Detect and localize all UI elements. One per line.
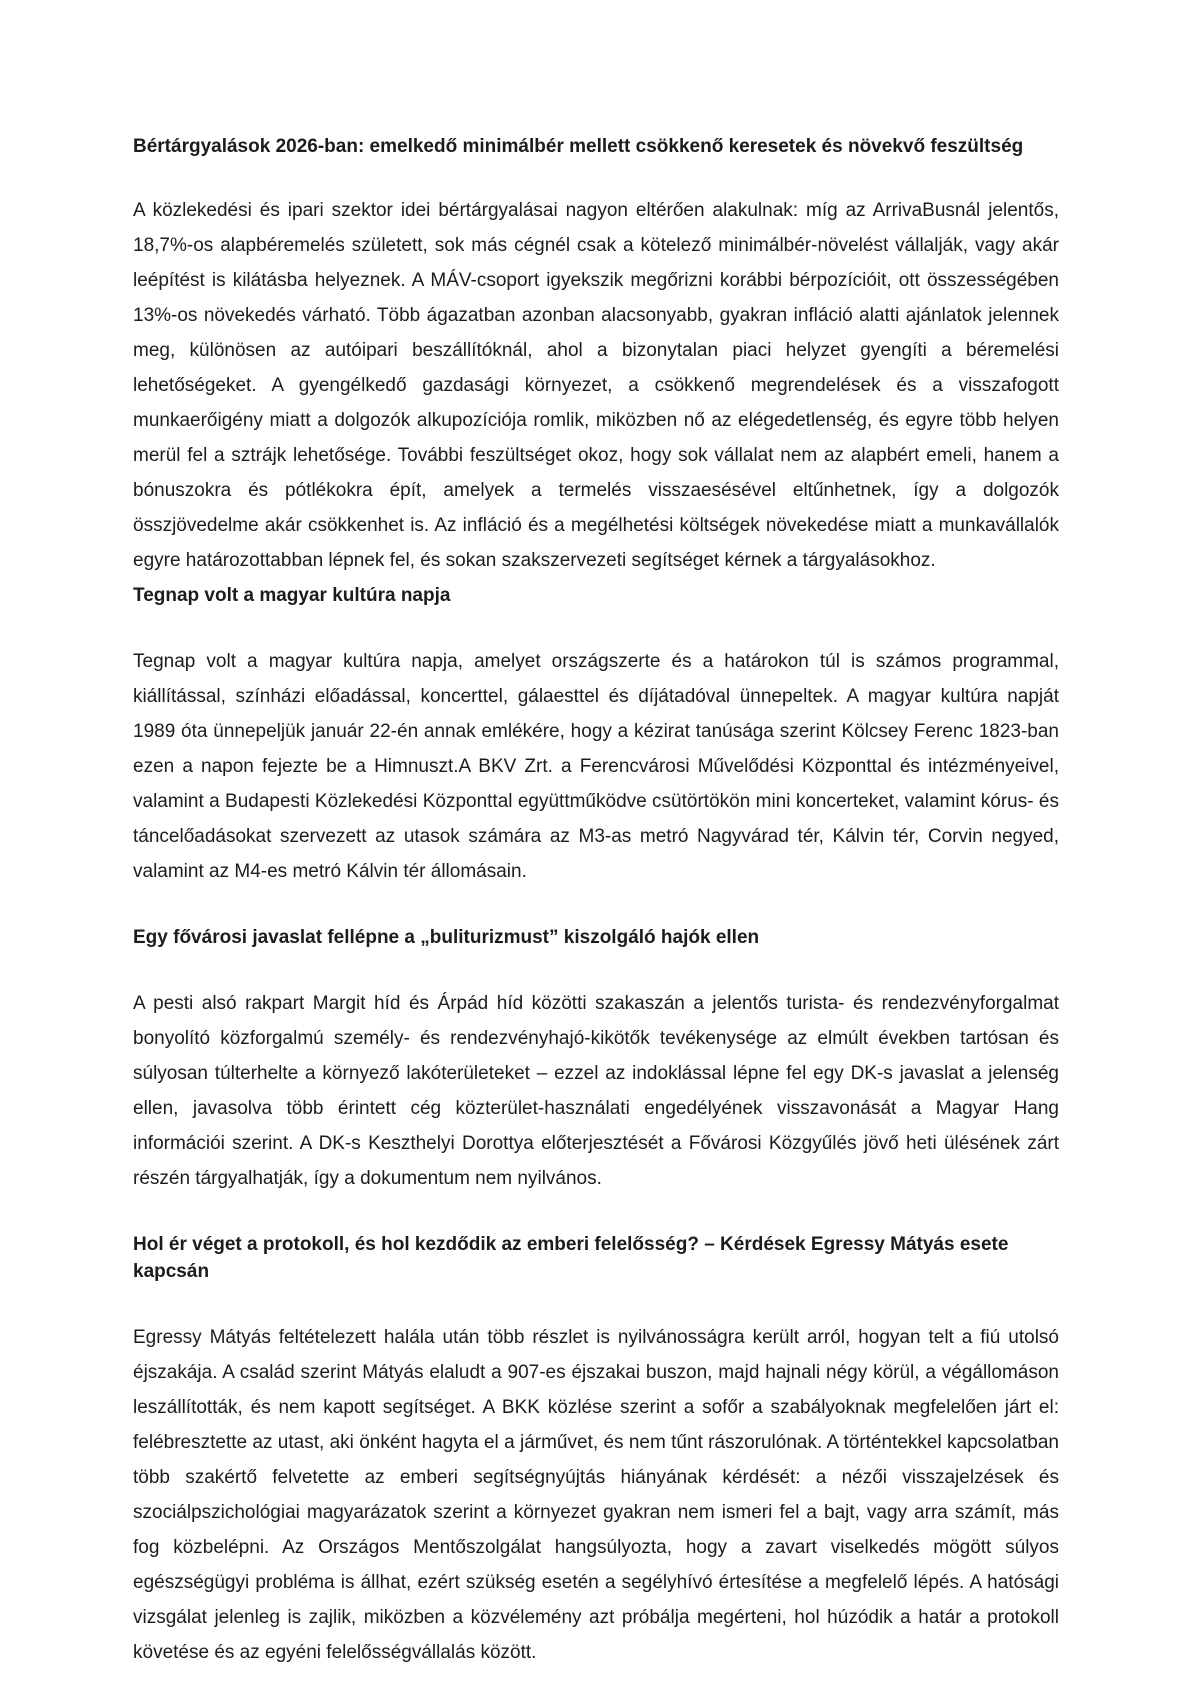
- section-heading-party-tourism-boats: Egy fővárosi javaslat fellépne a „buliturizmust” kiszolgáló hajók ellen: [133, 927, 760, 948]
- paragraph-wage-negotiations: A közlekedési és ipari szektor idei bértárgyalásai nagyon eltérően alakulnak: míg az ArrivaBusnál jelentős, 18,7%-os alapbéremelés született, sok más cégnél csak a kötelező minimálbér-növelést vállalják, vagy akár leépítést is kilátásba helyeznek. A MÁV-csoport igyekszik megőrizni korábbi bérpozícióit, ott összességében 13%-os növekedés várható. Több ágazatban azonban alacsonyabb, gyakran infláció alatti ajánlatok jelennek meg, különösen az autóipari beszállítóknál, ahol a bizonytalan piaci helyzet gyengíti a béremelési lehetőségeket. A gyengélkedő gazdasági környezet, a csökkenő megrendelések és a visszafogott munkaerőigény miatt a dolgozók alkupozíciója romlik, miközben nő az elégedetlenség, és egyre több helyen merül fel a sztrájk lehetősége. További feszültséget okoz, hogy sok vállalat nem az alapbért emeli, hanem a bónuszokra és pótlékokra épít, amelyek a termelés visszaesésével eltűnhetnek, így a dolgozók összjövedelme akár csökkenhet is. Az infláció és a megélhetési költségek növekedése miatt a munkavállalók egyre határozottabban lépnek fel, és sokan szakszervezeti segítséget kérnek a tárgyalásokhoz.: [133, 200, 1059, 571]
- paragraph-culture-day: Tegnap volt a magyar kultúra napja, amelyet országszerte és a határokon túl is számos programmal, kiállítással, színházi előadással, koncerttel, gálaesttel és díjátadóval ünnepeltek. A magyar kultúra napját 1989 óta ünnepeljük január 22-én annak emlékére, hogy a kézirat tanúsága szerint Kölcsey Ferenc 1823-ban ezen a napon fejezte be a Himnuszt.A BKV Zrt. a Ferencvárosi Művelődési Központtal és intézményeivel, valamint a Budapesti Közlekedési Központtal együttműködve csütörtökön mini koncerteket, valamint kórus- és táncelőadásokat szervezett az utasok számára az M3-as metró Nagyvárad tér, Kálvin tér, Corvin negyed, valamint az M4-es metró Kálvin tér állomásain.: [133, 651, 1059, 882]
- paragraph-party-tourism-boats: A pesti alsó rakpart Margit híd és Árpád híd közötti szakaszán a jelentős turista- és rendezvényforgalmat bonyolító közforgalmú személy- és rendezvényhajó-kikötők tevékenysége az elmúlt években tartósan és súlyosan túlterhelte a környező lakóterületeket – ezzel az indoklással lépne fel egy DK-s javaslat a jelenség ellen, javasolva több érintett cég közterület-használati engedélyének visszavonását a Magyar Hang információi szerint. A DK-s Keszthelyi Dorottya előterjesztését a Fővárosi Közgyűlés jövő heti ülésének zárt részén tárgyalhatják, így a dokumentum nem nyilvános.: [133, 993, 1059, 1189]
- section-heading-culture-day: Tegnap volt a magyar kultúra napja: [133, 585, 451, 606]
- article-title-wage-negotiations: Bértárgyalások 2026-ban: emelkedő minimálbér mellett csökkenő keresetek és növekvő feszültség: [133, 136, 1024, 157]
- section-heading-protocol-responsibility: Hol ér véget a protokoll, és hol kezdődik az emberi felelősség? – Kérdések Egressy Mátyás esete kapcsán: [133, 1234, 1009, 1282]
- paragraph-protocol-responsibility: Egressy Mátyás feltételezett halála után több részlet is nyilvánosságra került arról, hogyan telt a fiú utolsó éjszakája. A család szerint Mátyás elaludt a 907-es éjszakai buszon, majd hajnali négy körül, a végállomáson leszállították, és nem kapott segítséget. A BKK közlése szerint a sofőr a szabályoknak megfelelően járt el: felébresztette az utast, aki önként hagyta el a járművet, és nem tűnt rászorulónak. A történtekkel kapcsolatban több szakértő felvetette az emberi segítségnyújtás hiányának kérdését: a nézői visszajelzések és szociálpszichológiai magyarázatok szerint a környezet gyakran nem ismeri fel a bajt, vagy arra számít, más fog közbelépni. Az Országos Mentőszolgálat hangsúlyozta, hogy a zavart viselkedés mögött súlyos egészségügyi probléma is állhat, ezért szükség esetén a segélyhívó értesítése a megfelelő lépés. A hatósági vizsgálat jelenleg is zajlik, miközben a közvélemény azt próbálja megérteni, hol húzódik a határ a protokoll követése és az egyéni felelősségvállalás között.: [133, 1327, 1059, 1663]
